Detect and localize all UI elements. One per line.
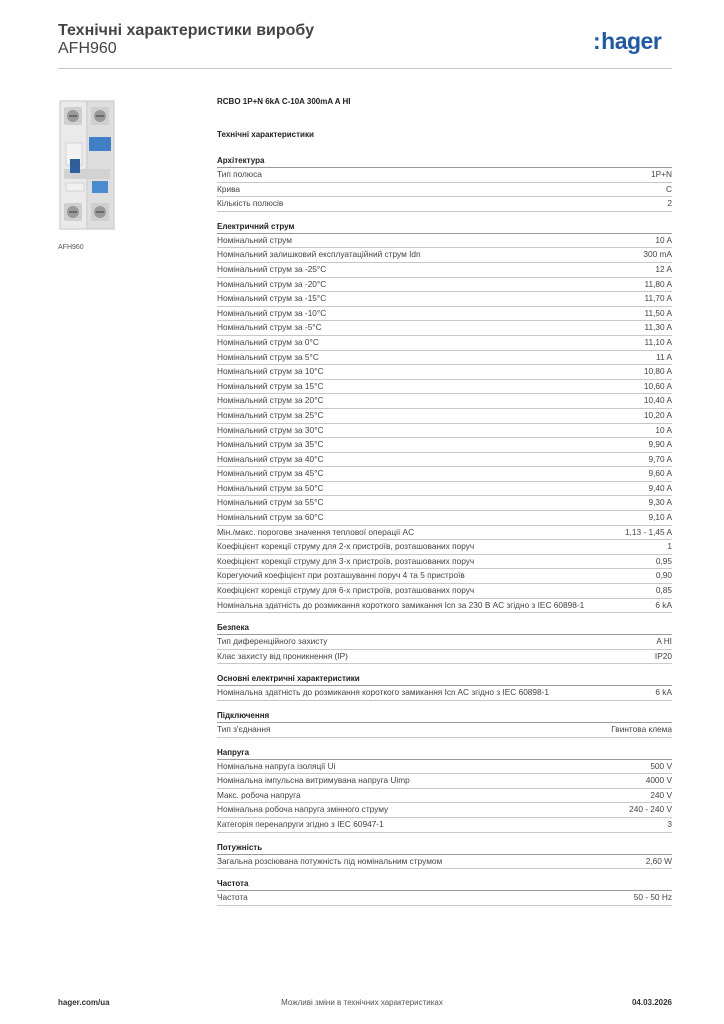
spec-row xyxy=(217,555,672,570)
spec-row xyxy=(217,635,672,650)
spec-label: Номінальний струм за 50°C xyxy=(217,482,324,493)
section-title: Підключення xyxy=(217,709,672,723)
spec-value: 11,10 A xyxy=(644,336,672,347)
spec-row xyxy=(217,183,672,198)
spec-value: 2 xyxy=(667,198,672,209)
spec-label: Крива xyxy=(217,183,241,194)
spec-row xyxy=(217,197,672,212)
product-image xyxy=(58,97,202,237)
spec-value: 6 kA xyxy=(655,687,672,698)
spec-row xyxy=(217,278,672,293)
section-title: Електричний струм xyxy=(217,220,672,234)
spec-label: Номінальна робоча напруга змінного струму xyxy=(217,804,389,815)
spec-value: 11,30 A xyxy=(644,322,672,333)
spec-row xyxy=(217,526,672,541)
spec-value: 11,50 A xyxy=(644,307,672,318)
spec-row xyxy=(217,686,672,701)
spec-row xyxy=(217,511,672,526)
spec-value: 3 xyxy=(667,818,672,829)
spec-label: Коефіцієнт корекції струму для 6-х пристроїв, розташованих поруч xyxy=(217,585,475,596)
product-image-caption: AFH960 xyxy=(58,244,84,251)
spec-label: Номінальний струм за 10°C xyxy=(217,366,324,377)
spec-value: 11,70 A xyxy=(644,293,672,304)
spec-label: Загальна розсіювана потужність під номінальним струмом xyxy=(217,855,443,866)
spec-row xyxy=(217,409,672,424)
spec-row xyxy=(217,482,672,497)
spec-label: Номінальний струм за 60°C xyxy=(217,512,324,523)
spec-label: Номінальний струм за 0°C xyxy=(217,336,319,347)
spec-value: 9,10 A xyxy=(648,512,672,523)
spec-row xyxy=(217,336,672,351)
spec-value: 0,90 xyxy=(655,570,672,581)
spec-label: Тип з'єднання xyxy=(217,724,271,734)
spec-value: 1,13 - 1,45 A xyxy=(624,526,672,537)
section-gap xyxy=(217,664,672,672)
spec-value: IP20 xyxy=(654,650,672,661)
spec-value: C xyxy=(666,183,672,194)
spec-label: Частота xyxy=(217,892,248,903)
spec-label: Номінальний струм за 40°C xyxy=(217,453,324,464)
spec-value: 1 xyxy=(667,541,672,552)
spec-row xyxy=(217,789,672,804)
spec-row xyxy=(217,394,672,409)
section-gap xyxy=(217,613,672,621)
section-title: Основні електричні характеристики xyxy=(217,672,672,686)
spec-label: Номінальний струм за -15°C xyxy=(217,293,327,304)
section-gap xyxy=(217,212,672,220)
spec-row xyxy=(217,540,672,555)
spec-label: Корегуючий коефіцієнт при розташуванні поруч 4 та 5 пристроїв xyxy=(217,570,465,581)
spec-row xyxy=(217,496,672,511)
spec-value: Гвинтова клема xyxy=(611,724,672,734)
spec-value: 240 - 240 V xyxy=(629,804,672,815)
spec-value: 10 A xyxy=(655,234,672,245)
spec-value: 10,60 A xyxy=(643,380,672,391)
spec-label: Номінальна імпульсна витримувана напруга Uimp xyxy=(217,775,410,786)
spec-value: 10,40 A xyxy=(643,395,672,406)
spec-value: 9,90 A xyxy=(648,439,672,450)
spec-value: 11,80 A xyxy=(644,278,672,289)
spec-value: 0,85 xyxy=(655,585,672,596)
spec-label: Клас захисту від проникнення (IP) xyxy=(217,650,348,661)
spec-label: Номінальний струм за -20°C xyxy=(217,278,327,289)
spec-row xyxy=(217,650,672,665)
spec-value: 6 kA xyxy=(655,599,672,610)
spec-row xyxy=(217,351,672,366)
spec-value: 50 - 50 Hz xyxy=(633,892,672,903)
section-gap xyxy=(217,738,672,746)
spec-row xyxy=(217,424,672,439)
spec-value: 10 A xyxy=(655,424,672,435)
spec-label: Номінальний струм за 25°C xyxy=(217,409,324,420)
page-subtitle: AFH960 xyxy=(58,40,117,57)
product-name: RCBO 1P+N 6kA C-10A 300mA A HI xyxy=(217,97,351,106)
spec-row xyxy=(217,569,672,584)
spec-label: Номінальний струм за -5°C xyxy=(217,322,322,333)
spec-label: Номінальний залишковий експлуатаційний струм Idn xyxy=(217,249,421,260)
spec-row xyxy=(217,453,672,468)
spec-label: Номінальний струм за 5°C xyxy=(217,351,319,362)
spec-label: Кількість полюсів xyxy=(217,198,284,209)
footer-date: 04.03.2026 xyxy=(631,998,672,1007)
spec-label: Коефіцієнт корекції струму для 2-х пристроїв, розташованих поруч xyxy=(217,541,475,552)
spec-row xyxy=(217,321,672,336)
spec-row xyxy=(217,818,672,833)
spec-value: 500 V xyxy=(650,760,672,771)
spec-value: 11 A xyxy=(656,351,672,362)
section-title: Архітектура xyxy=(217,154,672,168)
spec-label: Категорія перенапруги згідно з IEC 60947-1 xyxy=(217,818,384,829)
spec-row xyxy=(217,774,672,789)
spec-row xyxy=(217,248,672,263)
spec-row xyxy=(217,723,672,738)
footer-note: Можливі зміни в технічних характеристиках xyxy=(281,998,443,1007)
spec-label: Номінальна здатність до розмикання короткого замикання Icn AC згідно з IEC 60898-1 xyxy=(217,687,550,698)
spec-value: 10,80 A xyxy=(643,366,672,377)
spec-label: Номінальний струм за 20°C xyxy=(217,395,324,406)
spec-label: Номінальний струм за 45°C xyxy=(217,468,324,479)
spec-row xyxy=(217,891,672,906)
spec-row xyxy=(217,234,672,249)
spec-label: Тип диференційного захисту xyxy=(217,636,328,647)
spec-row xyxy=(217,380,672,395)
section-title: Напруга xyxy=(217,746,672,760)
spec-row xyxy=(217,855,672,870)
spec-label: Номінальна напруга ізоляції Ui xyxy=(217,760,336,771)
spec-value: 9,40 A xyxy=(648,482,672,493)
section-title: Потужність xyxy=(217,841,672,855)
spec-label: Номінальний струм xyxy=(217,234,292,245)
page-title: Технічні характеристики виробу xyxy=(58,22,314,39)
spec-label: Номінальний струм за 30°C xyxy=(217,424,324,435)
spec-value: 1P+N xyxy=(651,169,672,179)
spec-sections xyxy=(217,154,672,906)
hager-logo: :hager xyxy=(593,28,662,54)
spec-row xyxy=(217,438,672,453)
spec-label: Номінальний струм за -10°C xyxy=(217,307,327,318)
section-title: Безпека xyxy=(217,621,672,635)
spec-value: 12 A xyxy=(655,263,672,274)
section-gap xyxy=(217,833,672,841)
spec-row xyxy=(217,263,672,278)
spec-row xyxy=(217,365,672,380)
spec-row xyxy=(217,760,672,775)
spec-label: Номінальний струм за 35°C xyxy=(217,439,324,450)
spec-label: Коефіцієнт корекції струму для 3-х пристроїв, розташованих поруч xyxy=(217,555,475,566)
spec-value: 240 V xyxy=(650,789,672,800)
spec-value: 10,20 A xyxy=(643,409,672,420)
spec-row xyxy=(217,292,672,307)
spec-label: Номінальний струм за 55°C xyxy=(217,497,324,508)
spec-row xyxy=(217,584,672,599)
spec-label: Номінальний струм за 15°C xyxy=(217,380,324,391)
spec-label: Номінальний струм за -25°C xyxy=(217,263,327,274)
spec-content xyxy=(217,97,672,906)
section-gap xyxy=(217,869,672,877)
spec-value: 9,60 A xyxy=(648,468,672,479)
spec-value: 9,70 A xyxy=(648,453,672,464)
spec-value: 300 mA xyxy=(643,249,672,260)
spec-value: A HI xyxy=(656,636,672,647)
header-divider xyxy=(58,68,672,69)
spec-row xyxy=(217,168,672,183)
spec-label: Макс. робоча напруга xyxy=(217,789,301,800)
spec-row xyxy=(217,803,672,818)
spec-value: 9,30 A xyxy=(648,497,672,508)
spec-row xyxy=(217,599,672,614)
spec-row xyxy=(217,467,672,482)
spec-row xyxy=(217,307,672,322)
section-gap xyxy=(217,701,672,709)
spec-label: Номінальна здатність до розмикання короткого замикання Icn за 230 В AC згідно з IEC 60898-1 xyxy=(217,599,585,610)
spec-value: 0,95 xyxy=(655,555,672,566)
spec-label: Мін./макс. порогове значення теплової операції AC xyxy=(217,526,415,537)
spec-value: 4000 V xyxy=(645,775,672,786)
spec-label: Тип полюса xyxy=(217,169,262,179)
footer-website: hager.com/ua xyxy=(58,998,110,1007)
section-title: Частота xyxy=(217,877,672,891)
spec-value: 2,60 W xyxy=(645,855,672,866)
tech-heading: Технічні характеристики xyxy=(217,130,314,139)
